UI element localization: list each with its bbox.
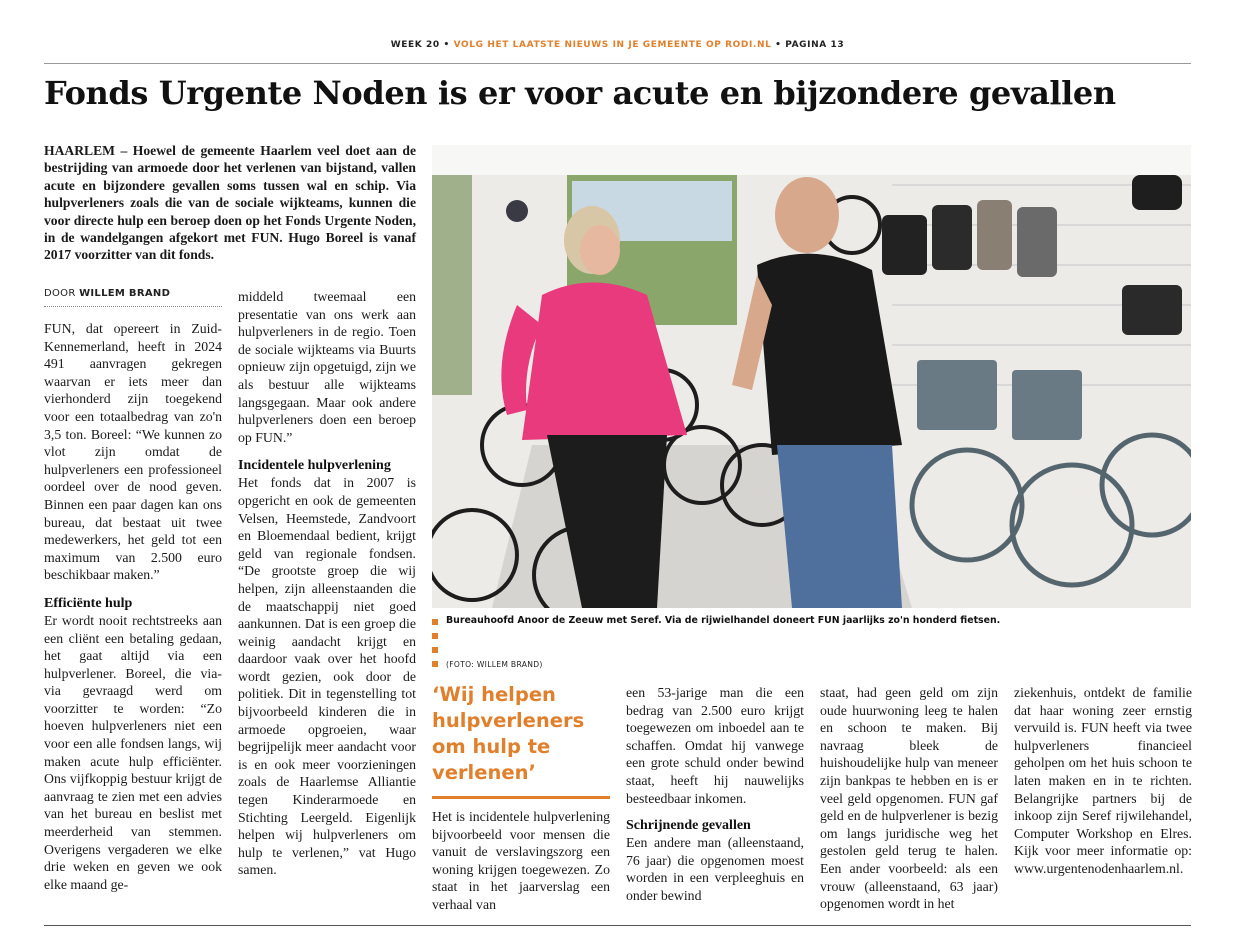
byline-divider: [44, 306, 222, 307]
column-1: [44, 320, 222, 893]
week-label: WEEK 20: [390, 40, 440, 50]
pull-quote-divider: [432, 796, 610, 799]
column-6: [1014, 684, 1192, 878]
paragraph: staat, had geen geld om zijn oude huurwoning leeg te halen en schoon te maken. Bij navraag bleek de huishoudelijke hulp van meneer zijn bankpas te hebben en is er veel geld opgenomen. FUN gaf geld en de hulpverlener is bezig om langs juridische weg het gestolen geld terug te halen. Een ander voorbeeld: als een vrouw (alleenstaand, 63 jaar) opgenomen wordt in het: [820, 685, 998, 912]
header-divider: [44, 63, 1191, 64]
subheading: Efficiënte hulp: [44, 595, 133, 611]
pull-quote: ‘Wij helpen hulpverleners om hulp te verlenen’: [432, 683, 585, 784]
page-number: PAGINA 13: [785, 40, 845, 50]
paragraph: middeld tweemaal een presentatie van ons werk aan hulpverleners in de regio. Toen de sociale wijkteams via Buurts opnieuw zijn opgetuigd, zijn we als bestuur alle wijkteams langsgegaan. Maar ook andere hulpverleners doen een beroep op FUN.”: [238, 289, 416, 445]
column-3: [432, 808, 610, 914]
column-2: [238, 288, 416, 879]
column-5: [820, 684, 998, 913]
byline-author: WILLEM BRAND: [79, 288, 171, 299]
bike-shop-photo: [432, 145, 1191, 608]
subheading: Incidentele hulpverlening: [238, 458, 391, 474]
paragraph: Er wordt nooit rechtstreeks aan een cliënt een betaling gedaan, het gaat altijd via een hulpverlener. Boreel, die via-via gevraagd werd om voorzitter te worden: “Zo hoeven hulpverleners niet een voor een alle fondsen langs, wij maken acute hulp efficiënter. Ons vijfkoppig bestuur krijgt de aanvraag te zien met een advies van het bureau en beslist met meerderheid van stemmen. Overigens vergaderen we elke drie weken en geven we ook elke maand ge-: [44, 612, 222, 892]
article-headline: Fonds Urgente Noden is er voor acute en bijzondere gevallen: [44, 74, 1116, 112]
caption-marker: [432, 647, 438, 653]
byline: DOOR WILLEM BRAND: [44, 288, 171, 299]
paragraph: Het fonds dat in 2007 is opgericht en ook de gemeenten Velsen, Heemstede, Zandvoort en Bloemendaal bedient, krijgt geld van regionale fondsen. “De grootste groep die wij helpen, zijn alleenstaanden die de maatschappij niet goed aankunnen. Dat is een groep die weinig aandacht krijgt en daardoor vaak over het hoofd wordt gezien, ook door de politiek. Dit in tegenstelling tot bijvoorbeeld kinderen die in armoede opgroeien, waar begrijpelijk meer aandacht voor is en ook meer voorzieningen zoals de Haarlemse Alliantie tegen Kinderarmoede en Stichting Leergeld. Eigenlijk helpen wij hulpverleners om hulp te verlenen,” vat Hugo samen.: [238, 475, 416, 878]
photo-credit: (FOTO: WILLEM BRAND): [446, 660, 543, 669]
footer-divider: [44, 925, 1191, 926]
paragraph: Een andere man (alleenstaand, 76 jaar) die opgenomen moest worden in een verpleeghuis en onder bewind: [626, 835, 804, 903]
paragraph: Het is incidentele hulpverlening bijvoorbeeld voor mensen die vanuit de verslavingszorg een woning krijgen toegewezen. Zo staat in het jaarverslag een verhaal van: [432, 809, 610, 912]
caption-marker: [432, 661, 438, 667]
article-photo: [432, 145, 1191, 608]
paragraph: een 53-jarige man die een bedrag van 2.500 euro krijgt toegewezen om inboedel aan te schaffen. Omdat hij vanwege een grote schuld onder bewind staat, heeft hij nauwelijks besteedbaar inkomen.: [626, 685, 804, 806]
paragraph: FUN, dat opereert in Zuid-Kennemerland, heeft in 2024 491 aanvragen gekregen waarvan er iets meer dan vierhonderd zijn toegekend voor een totaalbedrag van zo'n 3,5 ton. Boreel: “We kunnen zo vlot zijn omdat de hulpverleners een professioneel oordeel over de nood geven. Binnen een paar dagen kan ons bureau, dat bestaat uit twee medewerkers, het geld tot een maximum van 2.500 euro beschikbaar maken.”: [44, 321, 222, 583]
photo-caption: Bureauhoofd Anoor de Zeeuw met Seref. Via de rijwielhandel doneert FUN jaarlijks zo'n honderd fietsen.: [446, 615, 1001, 626]
caption-marker: [432, 633, 438, 639]
column-4: [626, 684, 804, 905]
subheading: Schrijnende gevallen: [626, 818, 751, 834]
article-lead: HAARLEM – Hoewel de gemeente Haarlem veel doet aan de bestrijding van armoede door het verlenen van bijstand, vallen acute en bijzondere gevallen soms tussen wal en schip. Via hulpverleners zoals die van de sociale wijkteams, kunnen die voor directe hulp een beroep doen op het Fonds Urgente Noden, in de wandelgangen afgekort met FUN. Hugo Boreel is vanaf 2017 voorzitter van dit fonds.: [44, 143, 416, 263]
page-header: WEEK 20 • VOLG HET LAATSTE NIEUWS IN JE GEMEENTE OP RODI.NL • PAGINA 13: [390, 40, 845, 50]
header-tagline: VOLG HET LAATSTE NIEUWS IN JE GEMEENTE OP RODI.NL: [453, 40, 772, 50]
paragraph: ziekenhuis, ontdekt de familie dat haar woning zeer ernstig vervuild is. FUN heeft via twee hulpverleners financieel geholpen om het huis schoon te laten maken en in te richten. Belangrijke partners bij de inkoop zijn Seref rijwilehandel, Computer Workshop en Elres. Kijk voor meer informatie op: www.urgentenodenhaarlem.nl.: [1014, 685, 1192, 876]
